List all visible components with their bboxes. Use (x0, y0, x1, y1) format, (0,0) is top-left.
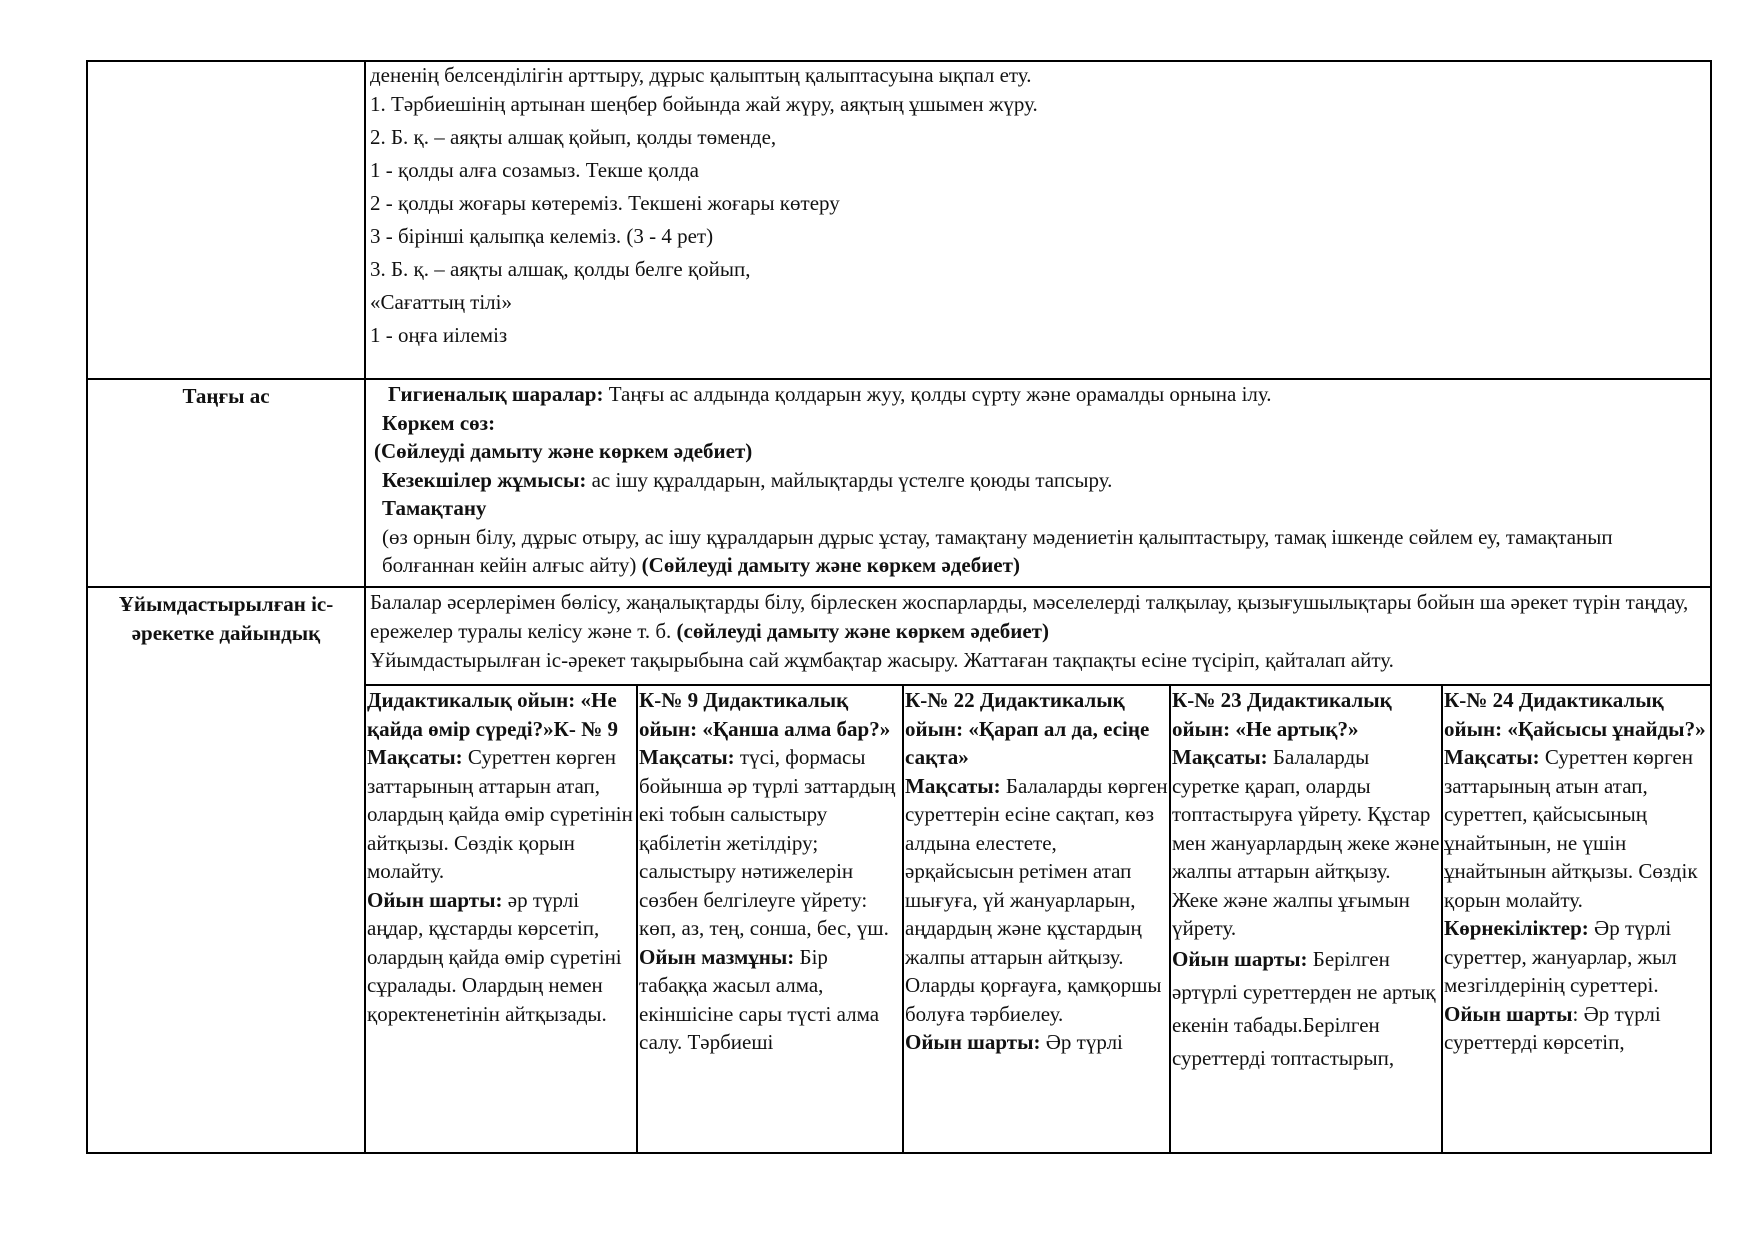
exercise-line: 3. Б. қ. – аяқты алшақ, қолды белге қойып, (370, 257, 751, 281)
exercise-line: 1. Тәрбиешінің артынан шеңбер бойында жай жүру, аяқтың ұшымен жүру. (370, 92, 1038, 116)
rule-label: Ойын шарты: (905, 1030, 1041, 1054)
row-label-exercise (88, 62, 366, 378)
game-title: К-№ 9 Дидактикалық ойын: «Қанша алма бар?» (639, 688, 891, 741)
visuals-text: Әр түрлі суреттер, жануарлар, жыл мезгілдерінің суреттері. (1444, 916, 1677, 997)
game-visuals (1444, 914, 1709, 1000)
intro-text-2: Ұйымдастырылған іс-әрекет тақырыбына сай жұмбақтар жасыру. Жаттаған тақпақты есіне түсіріп, қайталап айту. (370, 648, 1394, 672)
row-breakfast (88, 378, 1710, 586)
exercise-line: 2. Б. қ. – аяқты алшақ қойып, қолды төменде, (370, 125, 777, 149)
game-goal (367, 743, 635, 886)
schedule-table (86, 60, 1712, 1154)
goal-label: Мақсаты: (905, 773, 1001, 798)
hygiene-line (374, 380, 1706, 409)
rule-label: Ойын шарты: (367, 887, 503, 912)
game-goal (905, 772, 1168, 1029)
game-title: К-№ 23 Дидактикалық ойын: «Не артық?» (1172, 688, 1392, 741)
game-rule (639, 943, 901, 1057)
game-column (1171, 686, 1443, 1152)
game-title: К-№ 22 Дидактикалық ойын: «Қарап ал да, есіңе сақта» (905, 688, 1150, 769)
goal-label: Мақсаты: (1172, 745, 1268, 769)
goal-label: Мақсаты: (639, 745, 735, 769)
preparation-intro (366, 588, 1710, 684)
exercise-line: 1 - оңға иілеміз (370, 323, 508, 347)
game-column (1443, 686, 1710, 1152)
meal-line (374, 494, 1706, 523)
exercise-line: дененің белсенділігін арттыру, дұрыс қалыптың қалыптасуына ықпал ету. (370, 63, 1032, 87)
exercise-line: «Сағаттың тілі» (370, 290, 512, 314)
hygiene-text: Таңғы ас алдында қолдарын жуу, қолды сүрту және орамалды орнына ілу. (603, 382, 1272, 406)
hygiene-label: Гигиеналық шаралар: (388, 382, 604, 406)
exercise-content (366, 62, 1710, 378)
intro-text: Балалар әсерлерімен бөлісу, жаңалықтарды білу, бірлескен жоспарларды, мәселелерді талқылау, қызығушылықтары бойын ша әрекет түрін таңдау, ережелер туралы келісу және т. б. (370, 590, 1689, 643)
game-rule (1444, 1000, 1709, 1057)
goal-text: түсі, формасы бойынша әр түрлі заттардың екі тобын салыстыру қабілетін жетілдіру; салыстыру нәтижелерін сөзбен белгілеуге үйрету: көп, аз, тең, сонша, бес, үш. (639, 745, 896, 940)
rule-text: Бір табаққа жасыл алма, екіншісіне сары түсті алма салу. Тәрбиеші (639, 944, 880, 1054)
meal-area: (Сөйлеуді дамыту және көркем әдебиет) (636, 553, 1020, 577)
rule-label: Ойын мазмұны: (639, 944, 795, 969)
goal-text: Балаларды көрген суреттерін есіне сақтап, көз алдына елестете, әрқайсысын ретімен атап шығуға, үй жануарларын, аңдардың және құстардың жалпы аттарын айтқызу. Оларды қорғауға, қамқоршы болуға тәрбиелеу. (905, 773, 1168, 1026)
game-column (366, 686, 638, 1152)
meal-label: Тамақтану (382, 496, 487, 520)
duty-text: ас ішу құралдарын, майлықтарды үстелге қоюды тапсыру. (586, 467, 1113, 492)
game-column (638, 686, 904, 1152)
rule-label: Ойын шарты (1444, 1001, 1573, 1026)
goal-text: Балаларды суретке қарап, оларды топтастыруға үйрету. Құстар мен жануарлардың жеке және жалпы аттарын айтқызу. Жеке және жалпы ұғымын үйрету. (1172, 745, 1440, 940)
game-goal (1444, 743, 1709, 914)
game-column (904, 686, 1171, 1152)
exercise-line: 3 - бірінші қалыпқа келеміз. (3 - 4 рет) (370, 224, 714, 248)
game-goal (639, 743, 901, 943)
duty-label: Кезекшілер жұмысы: (382, 467, 587, 492)
row-label-preparation: Ұйымдастырылған іс-әрекетке дайындық (88, 588, 366, 1152)
row-preparation (88, 586, 1710, 1152)
games-grid (366, 684, 1710, 1152)
rule-label: Ойын шарты: (1172, 946, 1308, 971)
game-goal (1172, 743, 1440, 943)
rule-text: әр түрлі аңдар, құстарды көрсетіп, олардың қайда өмір сүретіні сұралады. Олардың немен қоректенетінін айтқызады. (367, 887, 622, 1026)
goal-label: Мақсаты: (367, 745, 463, 769)
art-area-line (374, 437, 1706, 466)
game-rule (367, 886, 635, 1029)
goal-text: Суреттен көрген заттарының аттарын атап, олардың қайда өмір сүретінін айтқызы. Сөздік қорын молайту. (367, 745, 633, 883)
game-title: К-№ 24 Дидактикалық ойын: «Қайсысы ұнайды?» (1444, 688, 1706, 741)
game-title: Дидактикалық ойын: «Не қайда өмір сүреді?»К- № 9 (367, 688, 618, 741)
game-rule (905, 1028, 1168, 1057)
rule-text: Әр түрлі (1040, 1030, 1123, 1054)
goal-label: Мақсаты: (1444, 745, 1540, 769)
visuals-label: Көрнекіліктер: (1444, 916, 1589, 940)
art-label: Көркем сөз: (382, 410, 496, 435)
preparation-content (366, 588, 1710, 1152)
game-rule (1172, 943, 1440, 1075)
duty-line (374, 466, 1706, 495)
row-label-breakfast: Таңғы ас (88, 380, 366, 586)
intro-area: (сөйлеуді дамыту және көркем әдебиет) (671, 619, 1049, 643)
art-area: (Сөйлеуді дамыту және көркем әдебиет) (374, 439, 753, 463)
exercise-line: 2 - қолды жоғары көтереміз. Текшені жоғары көтеру (370, 191, 840, 215)
row-exercise (88, 62, 1710, 378)
breakfast-content (366, 380, 1710, 586)
art-line (374, 409, 1706, 438)
meal-text: (өз орнын білу, дұрыс отыру, ас ішу құралдарын дұрыс ұстау, тамақтану мәдениетін қалыптастыру, тамақ ішкенде сөйлем еу, тамақтанып болғаннан кейін алғыс айту) (382, 524, 1613, 577)
exercise-line: 1 - қолды алға созамыз. Текше қолда (370, 158, 699, 182)
meal-desc (374, 523, 1706, 580)
rule-text: : Әр түрлі суреттерді көрсетіп, (1444, 1001, 1661, 1054)
rule-text: Берілген әртүрлі суреттерден не артық екенін табады.Берілген суреттерді топтастырып, (1172, 946, 1436, 1070)
goal-text: Суреттен көрген заттарының атын атап, суреттеп, қайсысының ұнайтынын, не үшін ұнайтынын айтқызы. Сөздік қорын молайту. (1444, 745, 1698, 912)
